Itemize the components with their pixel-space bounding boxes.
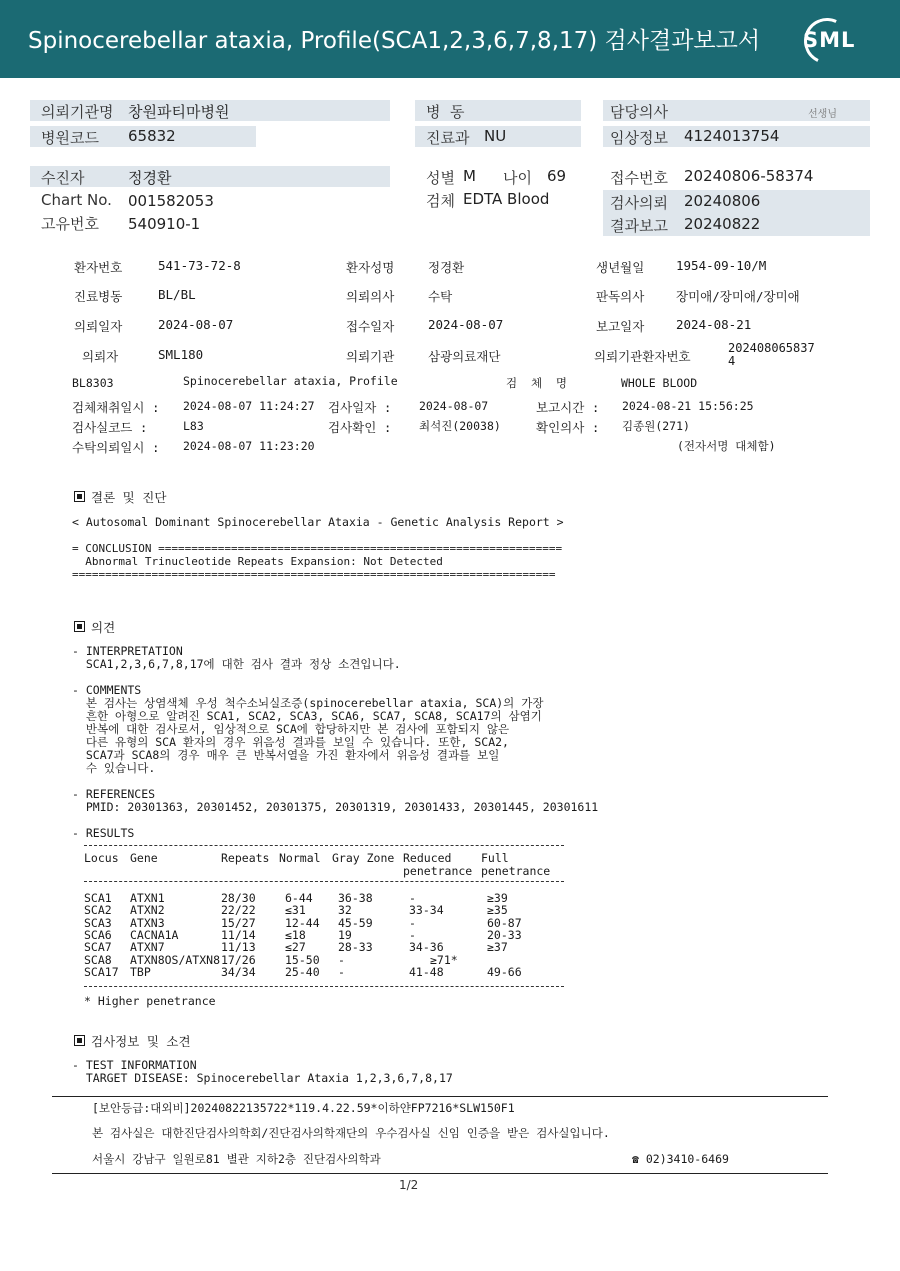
patient-name-label: 환자성명 (346, 260, 395, 275)
table-cell-gene: ATXN8OS/ATXN8 (130, 952, 221, 967)
table-cell-repeats: 15/27 (221, 915, 256, 930)
footer-rule-top (52, 1096, 828, 1097)
patient-no-value: 541-73-72-8 (158, 258, 241, 273)
table-cell-reduced: 41-48 (409, 964, 444, 979)
consign-label: 수탁의뢰일시 : (72, 440, 160, 455)
table-header2-reduced: penetrance (403, 864, 473, 878)
table-cell-normal: 15-50 (285, 952, 320, 967)
table-cell-reduced: - (409, 891, 416, 905)
results-title: - RESULTS (72, 826, 135, 840)
receipt-date-value: 2024-08-07 (428, 317, 504, 332)
section-square-icon (74, 1035, 85, 1046)
table-cell-normal: 25-40 (285, 964, 320, 979)
comments-title: - COMMENTS (72, 683, 142, 697)
testinfo-heading-text: 검사정보 및 소견 (91, 1034, 191, 1049)
table-cell-normal: ≤27 (285, 940, 306, 955)
logo-text: SML (803, 28, 856, 52)
table-cell-normal: ≤18 (285, 927, 306, 942)
clinical-label: 임상정보 (610, 129, 668, 147)
references-title: - REFERENCES (72, 787, 156, 801)
table-cell-full: ≥39 (487, 891, 508, 905)
table-cell-gene: ATXN2 (130, 903, 165, 918)
table-cell-normal: 6-44 (285, 891, 313, 905)
table-cell-repeats: 11/14 (221, 927, 256, 942)
table-cell-gene: ATXN3 (130, 915, 165, 930)
unique-label: 고유번호 (41, 215, 99, 233)
table-cell-reduced: - (409, 927, 416, 942)
table-cell-grayzone: - (338, 952, 345, 967)
hospital-code-label: 병원코드 (41, 129, 99, 147)
table-rule-bottom (84, 986, 564, 987)
section-square-icon (74, 491, 85, 502)
req-doctor-label: 의뢰의사 (346, 289, 395, 304)
table-rule-header (84, 881, 564, 882)
chart-value: 001582053 (128, 192, 214, 210)
report-day-label: 보고일자 (596, 319, 645, 334)
table-header-repeats: Repeats (221, 851, 270, 865)
req-institution-value: 삼광의료재단 (428, 349, 501, 364)
institution-label: 의뢰기관명 (41, 103, 114, 121)
comments-line-1: 본 검사는 상염색체 우성 척수소뇌실조증(spinocerebellar ataxia, SCA)의 가장 (72, 696, 544, 710)
table-header-grayzone: Gray Zone (332, 851, 395, 865)
request-value: 20240806 (684, 192, 761, 210)
comments-line-5: SCA7과 SCA8의 경우 매우 큰 반복서열을 가진 환자에서 위음성 결과를 보일 (72, 748, 500, 762)
report-day-value: 2024-08-21 (676, 317, 752, 332)
specimen-name-label: 검 체 명 (506, 376, 568, 390)
table-header-gene: Gene (130, 851, 158, 865)
table-cell-gene: ATXN7 (130, 940, 165, 955)
table-cell-full: ≥37 (487, 940, 508, 955)
birth-label: 생년월일 (596, 260, 645, 275)
table-cell-gene: ATXN1 (130, 891, 165, 905)
table-cell-gene: TBP (130, 964, 151, 979)
opinion-heading (74, 618, 115, 636)
table-rule-top (84, 845, 564, 846)
table-cell-locus: SCA8 (84, 952, 112, 967)
report-date-label: 결과보고 (610, 217, 668, 235)
report-subtitle: < Autosomal Dominant Spinocerebellar Ataxia - Genetic Analysis Report > (72, 515, 564, 529)
test-name: Spinocerebellar ataxia, Profile (183, 374, 398, 388)
table-cell-normal: 12-44 (285, 915, 320, 930)
reading-doctor-label: 판독의사 (596, 289, 645, 304)
table-header-full: Full (481, 851, 509, 865)
table-cell-grayzone: 19 (338, 927, 352, 942)
consign-value: 2024-08-07 11:23:20 (183, 439, 315, 453)
table-cell-locus: SCA1 (84, 891, 112, 905)
interpretation-title: - INTERPRETATION (72, 644, 183, 658)
dept-value: NU (484, 127, 507, 145)
confirm-value: 최석진(20038) (419, 419, 501, 433)
table-cell-locus: SCA7 (84, 940, 112, 955)
confirmdoc-value: 김종원(271) (622, 419, 690, 433)
table-cell-grayzone: 32 (338, 903, 352, 918)
request-label: 검사의뢰 (610, 194, 668, 212)
sex-label: 성별 (426, 169, 455, 187)
comments-line-3: 반복에 대한 검사로서, 임상적으로 SCA에 합당하지만 본 검사에 포함되지 않은 (72, 722, 510, 736)
specimen-name-value: WHOLE BLOOD (621, 376, 698, 390)
conclusion-heading-text: 결론 및 진단 (91, 490, 167, 505)
table-cell-reduced: - (409, 915, 416, 930)
req-institution-label: 의뢰기관 (346, 349, 395, 364)
footer-rule-bottom (52, 1173, 828, 1174)
table-cell-full: 49-66 (487, 964, 522, 979)
address-line: 서울시 강남구 일원로81 별관 지하2층 진단검사의학과 (92, 1152, 381, 1166)
table-cell-reduced: 33-34 (409, 903, 444, 918)
comments-line-2: 흔한 아형으로 알려진 SCA1, SCA2, SCA3, SCA6, SCA7, SCA8, SCA17의 삼염기 (72, 709, 542, 723)
collect-value: 2024-08-07 11:24:27 (183, 399, 315, 413)
conclusion-line-2: Abnormal Trinucleotide Repeats Expansion: Not Detected (72, 555, 443, 568)
testdate-value: 2024-08-07 (419, 399, 489, 413)
table-cell-grayzone: 45-59 (338, 915, 373, 930)
labcode-value: L83 (183, 419, 204, 433)
table-cell-repeats: 34/34 (221, 964, 256, 979)
comments-line-4: 다른 유형의 SCA 환자의 경우 위음성 결과를 보일 수 있습니다. 또한, SCA2, (72, 735, 509, 749)
table-cell-locus: SCA17 (84, 964, 119, 979)
opinion-heading-text: 의견 (91, 620, 116, 635)
table-cell-locus: SCA6 (84, 927, 112, 942)
reading-doctor-value: 장미애/장미애/장미애 (676, 289, 800, 304)
target-disease: TARGET DISEASE: Spinocerebellar Ataxia 1,2,3,6,7,8,17 (72, 1071, 453, 1085)
conclusion-heading (74, 488, 166, 506)
clinical-value: 4124013754 (684, 127, 780, 145)
testinfo-heading (74, 1032, 191, 1050)
specimen-label: 검체 (426, 192, 455, 210)
table-cell-full: ≥35 (487, 903, 508, 918)
sex-value: M (463, 167, 476, 185)
table-cell-grayzone: 36-38 (338, 891, 373, 905)
ward-label-2: 진료병동 (74, 289, 123, 304)
confirmdoc-label: 확인의사 : (536, 420, 600, 435)
patient-name-value: 정경환 (428, 260, 465, 275)
section-square-icon (74, 621, 85, 632)
conclusion-line-3: ========================================================================= (72, 568, 556, 581)
table-cell-full: 60-87 (487, 915, 522, 930)
req-date-value: 2024-08-07 (158, 317, 234, 332)
reporttime-value: 2024-08-21 15:56:25 (622, 399, 754, 413)
interpretation-text: SCA1,2,3,6,7,8,17에 대한 검사 결과 정상 소견입니다. (72, 657, 401, 671)
patient-no-label: 환자번호 (74, 260, 123, 275)
page-number: 1/2 (399, 1178, 419, 1192)
table-cell-repeats: 22/22 (221, 903, 256, 918)
receipt-label: 접수번호 (610, 169, 668, 187)
table-header-reduced: Reduced (403, 851, 452, 865)
reporttime-label: 보고시간 : (536, 400, 600, 415)
inst-patient-no-label: 의뢰기관환자번호 (594, 349, 691, 364)
table-header-locus: Locus (84, 851, 119, 865)
table-cell-repeats: 17/26 (221, 952, 256, 967)
receipt-date-label: 접수일자 (346, 319, 395, 334)
doctor-value: 선생님 (808, 109, 837, 120)
table-footnote: * Higher penetrance (84, 994, 216, 1008)
test-code: BL8303 (72, 376, 114, 390)
table-cell-repeats: 11/13 (221, 940, 256, 955)
hospital-code-value: 65832 (128, 127, 176, 145)
table-cell-gene: CACNA1A (130, 927, 179, 942)
chart-label: Chart No. (41, 191, 112, 209)
security-line: [보안등급:대외비]20240822135722*119.4.22.59*이하얀FP7216*SLW150F1 (92, 1101, 515, 1115)
requester-value: SML180 (158, 347, 204, 362)
inst-patient-no-value: 202408065837 (728, 341, 815, 355)
table-cell-grayzone: 28-33 (338, 940, 373, 955)
age-label: 나이 (503, 169, 532, 187)
collect-label: 검체채취일시 : (72, 400, 160, 415)
report-date-value: 20240822 (684, 215, 761, 233)
requester-label: 의뢰자 (82, 349, 119, 364)
institution-value: 창원파티마병원 (128, 103, 230, 121)
labcode-label: 검사실코드 : (72, 420, 148, 435)
receipt-value: 20240806-58374 (684, 167, 814, 185)
report-title: Spinocerebellar ataxia, Profile(SCA1,2,3,6,7,8,17) 검사결과보고서 (28, 28, 761, 54)
comments-line-6: 수 있습니다. (72, 761, 156, 775)
certification-line: 본 검사실은 대한진단검사의학회/진단검사의학재단의 우수검사실 신임 인증을 받은 검사실입니다. (92, 1126, 610, 1140)
report-header (0, 0, 900, 78)
confirm-label: 검사확인 : (328, 420, 392, 435)
patient-label: 수진자 (41, 169, 85, 187)
patient-value: 정경환 (128, 169, 172, 187)
birth-value: 1954-09-10/M (676, 258, 767, 273)
table-cell-reduced: ≥71* (430, 952, 458, 967)
inst-patient-no-value-2: 4 (728, 354, 736, 368)
table-header-normal: Normal (279, 851, 321, 865)
table-cell-full: 20-33 (487, 927, 522, 942)
unique-value: 540910-1 (128, 215, 201, 233)
testdate-label: 검사일자 : (328, 400, 392, 415)
testinfo-title: - TEST INFORMATION (72, 1058, 197, 1072)
table-header2-full: penetrance (481, 864, 551, 878)
ward-label: 병 동 (426, 103, 465, 121)
table-cell-repeats: 28/30 (221, 891, 256, 905)
dept-label: 진료과 (426, 129, 470, 147)
table-cell-locus: SCA2 (84, 903, 112, 918)
table-cell-grayzone: - (338, 964, 345, 979)
references-text: PMID: 20301363, 20301452, 20301375, 20301319, 20301433, 20301445, 20301611 (72, 800, 599, 814)
req-doctor-value: 수탁 (428, 289, 453, 304)
phone-line: ☎ 02)3410-6469 (632, 1152, 729, 1166)
doctor-label: 담당의사 (610, 103, 668, 121)
table-cell-locus: SCA3 (84, 915, 112, 930)
table-cell-normal: ≤31 (285, 903, 306, 918)
sml-logo (800, 14, 856, 66)
age-value: 69 (547, 167, 567, 185)
esign-note: (전자서명 대체함) (677, 439, 776, 453)
req-date-label: 의뢰일자 (74, 319, 123, 334)
conclusion-line-1: = CONCLUSION ============================================================= (72, 542, 563, 555)
ward-value-2: BL/BL (158, 287, 196, 302)
specimen-value: EDTA Blood (463, 190, 550, 208)
table-cell-reduced: 34-36 (409, 940, 444, 955)
